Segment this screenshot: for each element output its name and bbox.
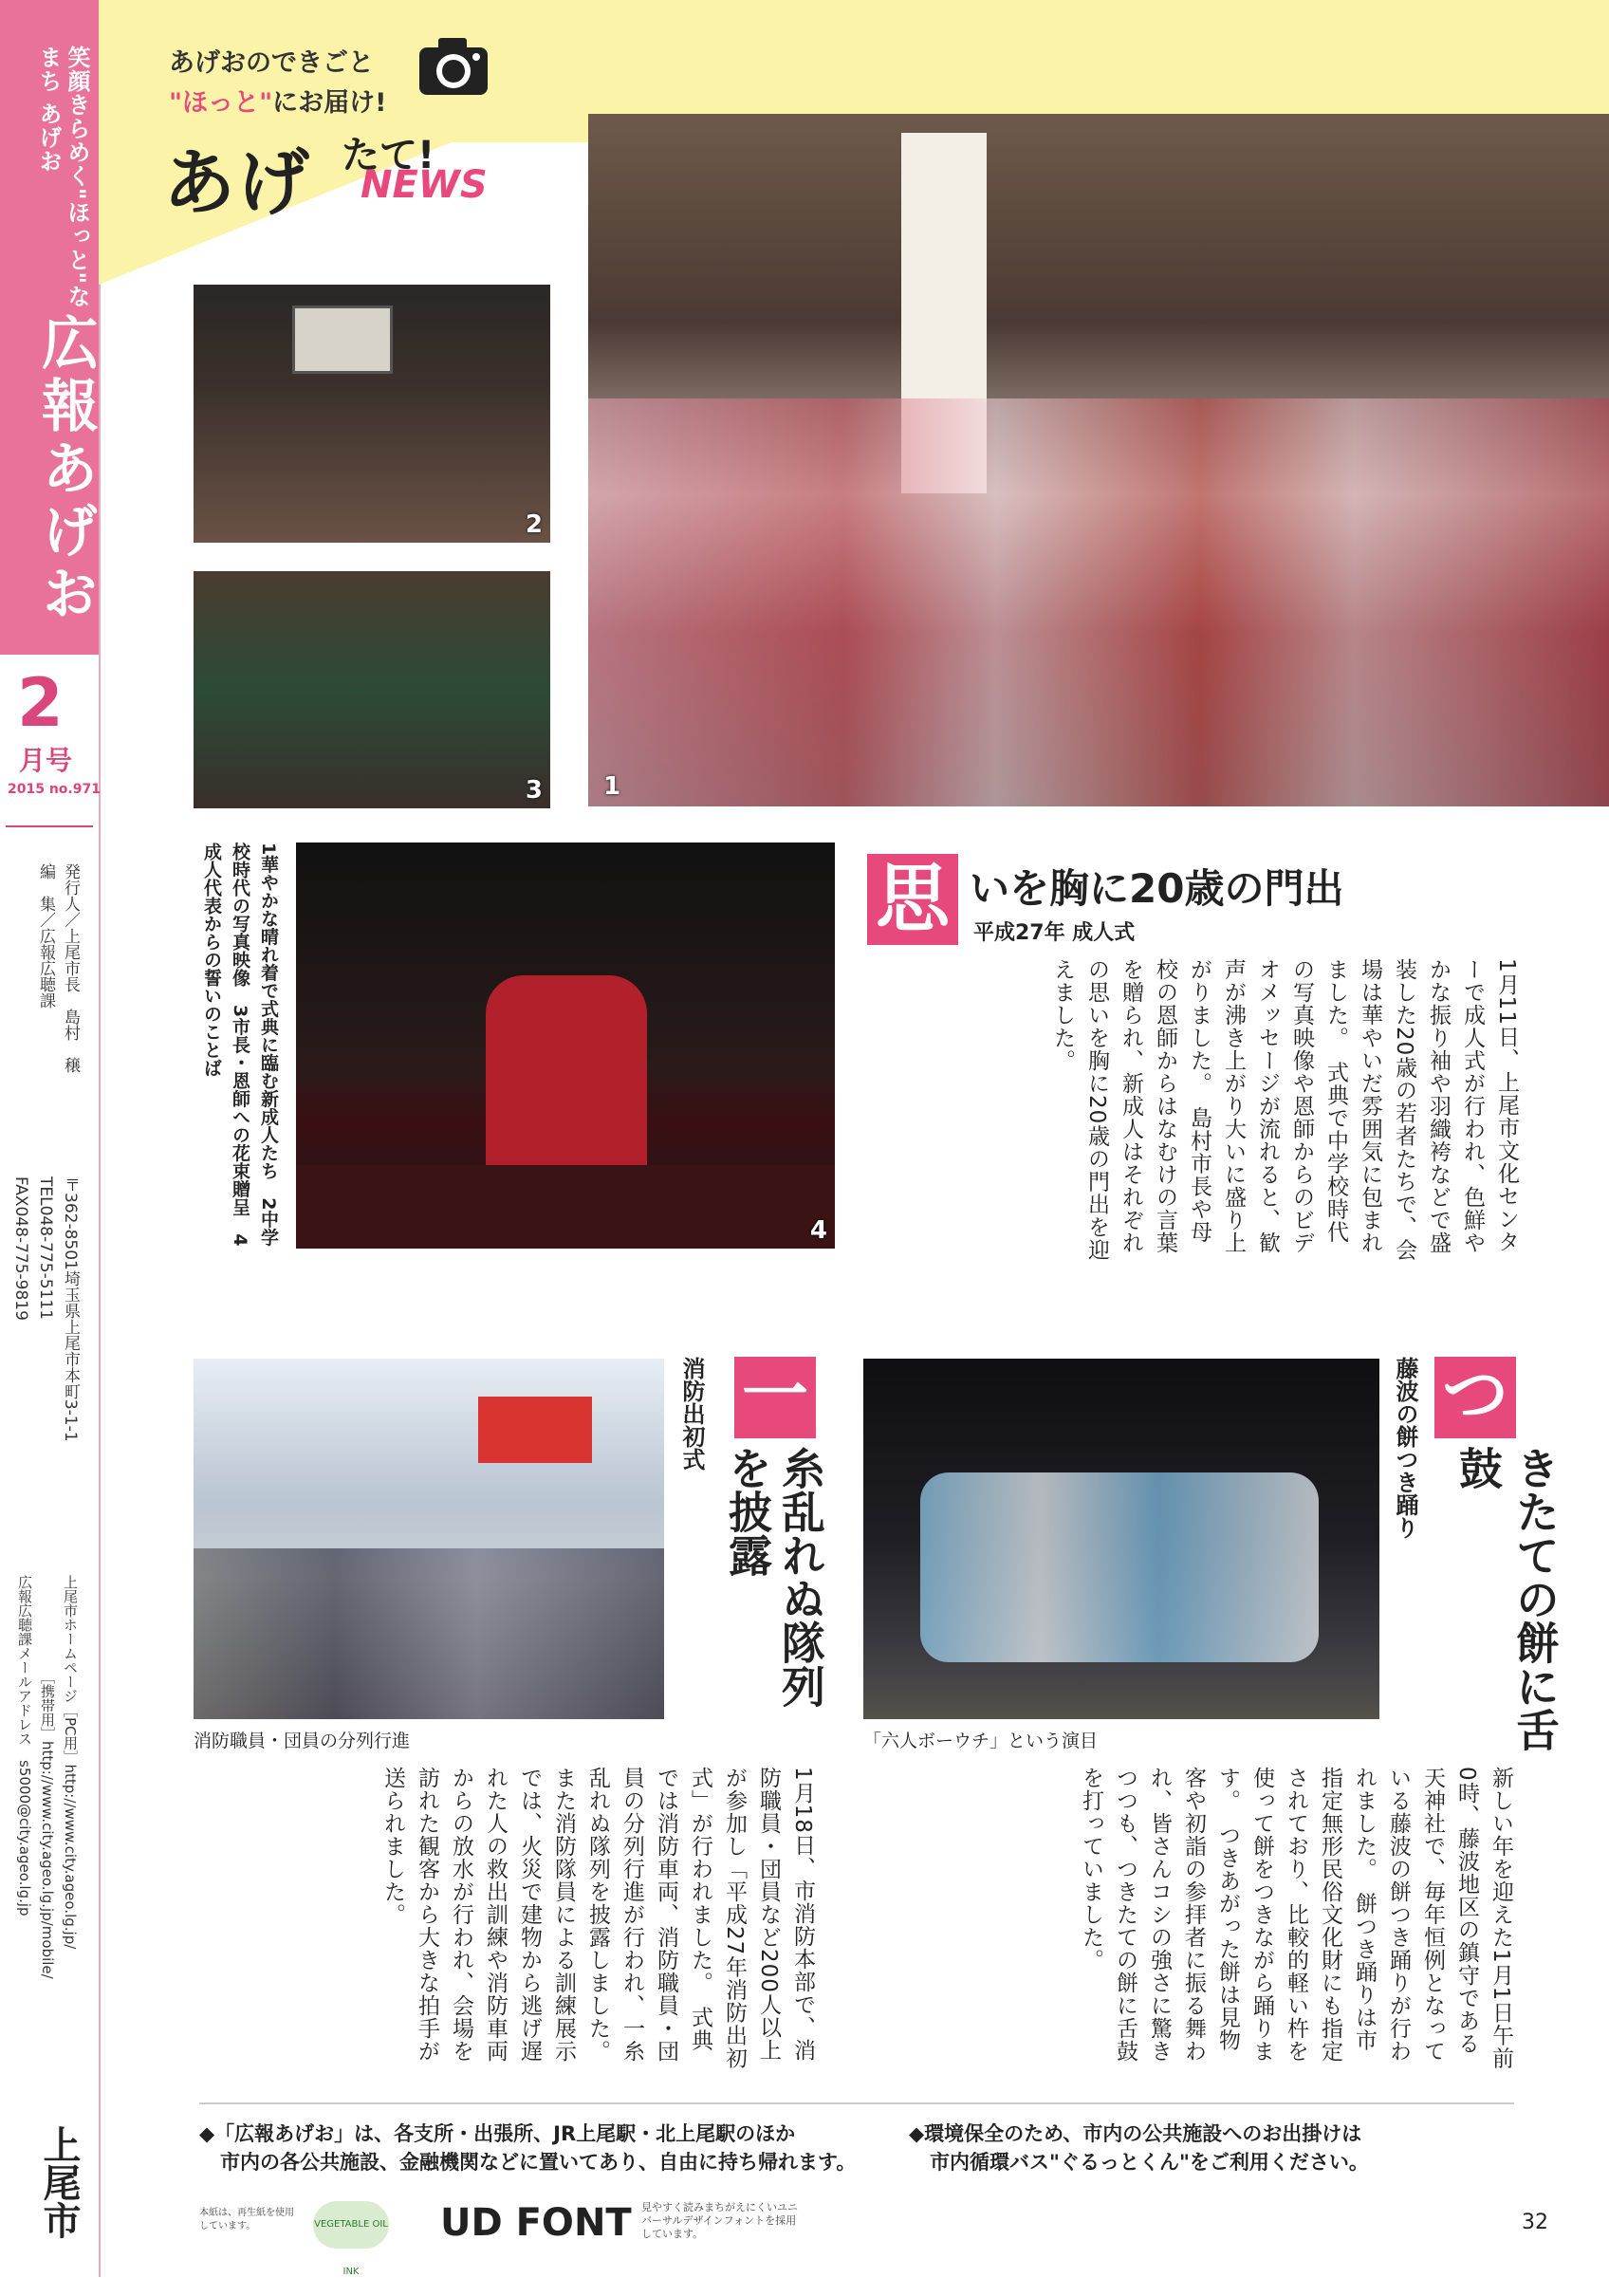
photo-representative-speech	[296, 842, 835, 1249]
sidebar-tagline: 笑顔きらめく"ほっと"なまち あげお	[35, 46, 90, 309]
article2-initial: つ	[1434, 1357, 1516, 1438]
article1-body: 1月11日、上尾市文化センターで成人式が行われ、色鮮やかな振り袖や羽織袴などで盛装した20歳の若者たちで、会場は華やいだ雰囲気に包まれました。 式典で中学校時代の写真映像や恩師からのビデオメッセージが流れると、歓声が沸き上がり大いに盛り上がりました。 島村市長や母校の恩師からはなむけの言葉を贈られ、新成人はそれぞれの思いを胸に20歳の門出を迎えました。	[1050, 958, 1519, 1262]
photo4-speaker	[486, 975, 647, 1165]
sidebar-address: 〒362-8501埼玉県上尾市本町3-1-1	[61, 1176, 80, 1442]
photo2-screen	[292, 306, 393, 374]
article3-title: 糸乱れぬ隊列を披露	[722, 1446, 826, 1708]
photo6-dancers	[920, 1472, 1319, 1662]
udfont-description: 見やすく読みまちがえにくいユニバーサルデザインフォントを採用しています。	[641, 2201, 798, 2240]
footer-note-line: ◆環境保全のため、市内の公共施設へのお出掛けは	[909, 2122, 1362, 2145]
sidebar-editor: 編 集／広報広聴課	[36, 863, 55, 1009]
sidebar-city: 上尾市	[37, 2125, 81, 2239]
footer-note-line: 市内循環バス"ぐるっとくん"をご利用ください。	[930, 2151, 1369, 2174]
photo-caption-top: 1華やかな晴れ着で式典に臨む新成人たち 2中学校時代の写真映像 3市長・恩師への花束贈呈 4成人代表からの誓いのことば	[201, 842, 279, 1247]
photo4-podium	[296, 1165, 835, 1249]
issue-year-number: 2015 no.971	[8, 782, 101, 797]
photo-caption-mochi: 「六人ボーウチ」という演目	[863, 1731, 1099, 1751]
sidebar-fax: FAX048-775-9819	[11, 1176, 30, 1321]
photo-hall-screen	[194, 285, 550, 543]
article1-initial: 思	[867, 854, 958, 945]
photo-fire-parade	[194, 1359, 664, 1719]
article1-title: いを胸に20歳の門出	[970, 865, 1344, 912]
photo5-marchers	[194, 1548, 664, 1719]
article1-subtitle: 平成27年 成人式	[973, 921, 1136, 945]
issue-month-number: 2	[17, 664, 64, 742]
header-kicker-2	[169, 82, 386, 119]
udfont-logo: UD FONT	[440, 2201, 632, 2245]
sidebar-tel: TEL048-775-5111	[36, 1176, 55, 1321]
photo5-flag	[478, 1397, 592, 1463]
photo-number: 1	[603, 772, 621, 801]
sidebar-publisher: 発行人／上尾市長 島村 穣	[61, 863, 80, 1073]
sidebar-homepage-mobile[interactable]: ［携帯用］http://www.city.ageo.lg.jp/mobile/	[39, 1670, 56, 1979]
article2-title: きたての餅に舌鼓	[1452, 1446, 1561, 1751]
photo-caption-fire: 消防職員・団員の分列行進	[194, 1731, 411, 1751]
sidebar-homepage-pc[interactable]: 上尾市ホームページ［PC用］http://www.city.ageo.lg.jp/	[62, 1575, 79, 1950]
photo-number: 4	[809, 1216, 827, 1245]
photo-number: 2	[525, 510, 543, 539]
footer-note-line: 市内の各公共施設、金融機関などに置いてあり、自由に持ち帰れます。	[220, 2151, 857, 2174]
article3-kicker: 消防出初式	[678, 1357, 705, 1471]
article2-body: 新しい年を迎えた1月1日午前0時、藤波地区の鎮守である天神社で、毎年恒例となっている藤波の餅つき踊りが行われました。 餅つき踊りは市指定無形民俗文化財にも指定されており、比較的軽い杵を使って餅をつきながら踊ります。 つきあがった餅は見物客や初詣の参拝者に振る舞われ、皆さんコシの強さに驚きつつも、つきたての餅に舌鼓を打っていました。	[1079, 1767, 1513, 2070]
header-logo-ageo: あげ	[163, 140, 311, 225]
recycled-paper-note: 本紙は、再生紙を使用しています。	[199, 2208, 294, 2231]
header-logo-news: NEWS	[361, 163, 488, 207]
header-kicker-highlight: "ほっと"	[169, 88, 273, 118]
issue-month-label: 月号	[19, 745, 73, 776]
header-logo-tate: たて!	[342, 134, 435, 177]
vegetable-ink-logo: VEGETABLE OIL INK	[313, 2201, 389, 2249]
footer-note-line: ◆「広報あげお」は、各支所・出張所、JR上尾駅・北上尾駅のほか	[199, 2122, 796, 2145]
header-kicker-rest: にお届け!	[272, 88, 387, 118]
sidebar-title: 広報あげお	[32, 313, 99, 626]
header-kicker: あげおのできごと	[169, 48, 374, 78]
footer-note-distribution	[199, 2120, 856, 2176]
page-number: 32	[1522, 2211, 1548, 2234]
photo1-crowd	[588, 398, 1609, 806]
article3-initial: 一	[734, 1357, 816, 1438]
photo-bouquet-presentation	[194, 571, 550, 808]
sidebar-divider	[6, 825, 93, 827]
footer-note-bus	[909, 2120, 1369, 2176]
footer-divider	[199, 2102, 1514, 2104]
photo-mochi-dance	[863, 1359, 1379, 1719]
article3-body: 1月18日、市消防本部で、消防職員・団員など200人以上が参加し「平成27年消防出初式」が行われました。 式典では消防車両、消防職員・団員の分列行進が行われ、一糸乱れぬ隊列を披露しました。また消防隊員による訓練展示では、火災で建物から逃げ遅れた人の救出訓練や消防車両からの放水が行われ、会場を訪れた観客から大きな拍手が送られました。	[380, 1767, 815, 2070]
camera-icon	[414, 27, 493, 106]
photo-coming-of-age-ceremony	[588, 114, 1609, 806]
article2-kicker: 藤波の餅つき踊り	[1392, 1357, 1418, 1539]
photo-number: 3	[525, 776, 543, 805]
sidebar-email[interactable]: 広報広聴課メールアドレス s5000@city.ageo.lg.jp	[16, 1575, 33, 1916]
